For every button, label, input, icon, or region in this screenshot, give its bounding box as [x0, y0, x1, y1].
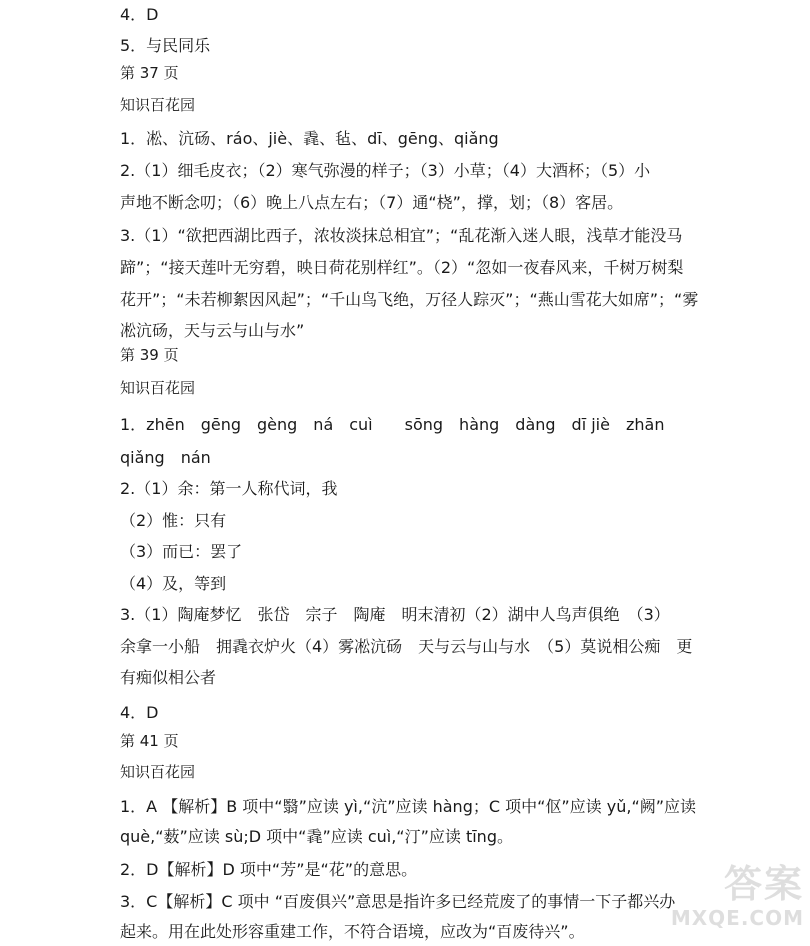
answer-line: 4．D	[120, 5, 159, 24]
section-heading: 知识百花园	[120, 379, 196, 397]
section-heading: 知识百花园	[120, 96, 196, 114]
page-heading: 第 37 页	[120, 64, 179, 82]
answer-line: 1．zhēn gēng gèng ná cuì sōng hàng dàng dī jiè zhān	[120, 415, 665, 434]
answer-line: 花开”；“未若柳絮因风起”；“千山鸟飞绝，万径人踪灭”；“燕山雪花大如席”；“雾	[120, 290, 699, 309]
watermark-logo-text: 答案	[723, 862, 804, 906]
page-heading: 第 39 页	[120, 346, 179, 364]
answer-line: 3．C【解析】C 项中 “百废俱兴”意思是指许多已经荒废了的事情一下子都兴办	[120, 892, 676, 911]
answer-line: 3.（1）“欲把西湖比西子，浓妆淡抹总相宜”；“乱花渐入迷人眼，浅草才能没马	[120, 226, 683, 245]
answer-line: 2．D【解析】D 项中“芳”是“花”的意思。	[120, 860, 418, 879]
section-heading: 知识百花园	[120, 763, 196, 781]
answer-line: （4）及，等到	[120, 574, 227, 593]
page-heading: 第 41 页	[120, 732, 179, 750]
answer-line: 余拿一小船 拥毳衣炉火（4）雾凇沆砀 天与云与山与水 （5）莫说相公痴 更	[120, 637, 693, 656]
answer-line: 声地不断念叨；（6）晚上八点左右；（7）通“桡”，撑，划；（8）客居。	[120, 193, 624, 212]
answer-line: qiǎng nán	[120, 448, 211, 467]
answer-line: 2.（1）余：第一人称代词，我	[120, 479, 338, 498]
answer-line: （2）惟：只有	[120, 511, 227, 530]
answer-line: 蹄”；“接天莲叶无穷碧，映日荷花别样红”。（2）“忽如一夜春风来，千树万树梨	[120, 258, 684, 277]
answer-line: 1．A 【解析】B 项中“翳”应读 yì,“沆”应读 hàng；C 项中“伛”应读 yǔ,“阙”应读	[120, 797, 697, 816]
answer-line: 有痴似相公者	[120, 668, 217, 687]
answer-line: 3.（1）陶庵梦忆 张岱 宗子 陶庵 明末清初（2）湖中人鸟声俱绝 （3）	[120, 605, 670, 624]
answer-line: 4．D	[120, 703, 159, 722]
watermark-domain: MXQE.COM	[670, 906, 804, 930]
answer-line: 2.（1）细毛皮衣；（2）寒气弥漫的样子；（3）小草；（4）大酒杯；（5）小	[120, 161, 651, 180]
answer-line: 起来。用在此处形容重建工作，不符合语境，应改为“百废待兴”。	[120, 922, 585, 941]
answer-line: què,“薮”应读 sù;D 项中“毳”应读 cuì,“汀”应读 tīng。	[120, 827, 513, 846]
answer-line: 1．凇、沆砀、ráo、jiè、毳、毡、dī、gēng、qiǎng	[120, 129, 499, 148]
answer-line: 5．与民同乐	[120, 36, 211, 55]
answer-line: 凇沆砀，天与云与山与水”	[120, 321, 305, 340]
site-watermark	[654, 862, 804, 942]
answer-line: （3）而已：罢了	[120, 542, 243, 561]
